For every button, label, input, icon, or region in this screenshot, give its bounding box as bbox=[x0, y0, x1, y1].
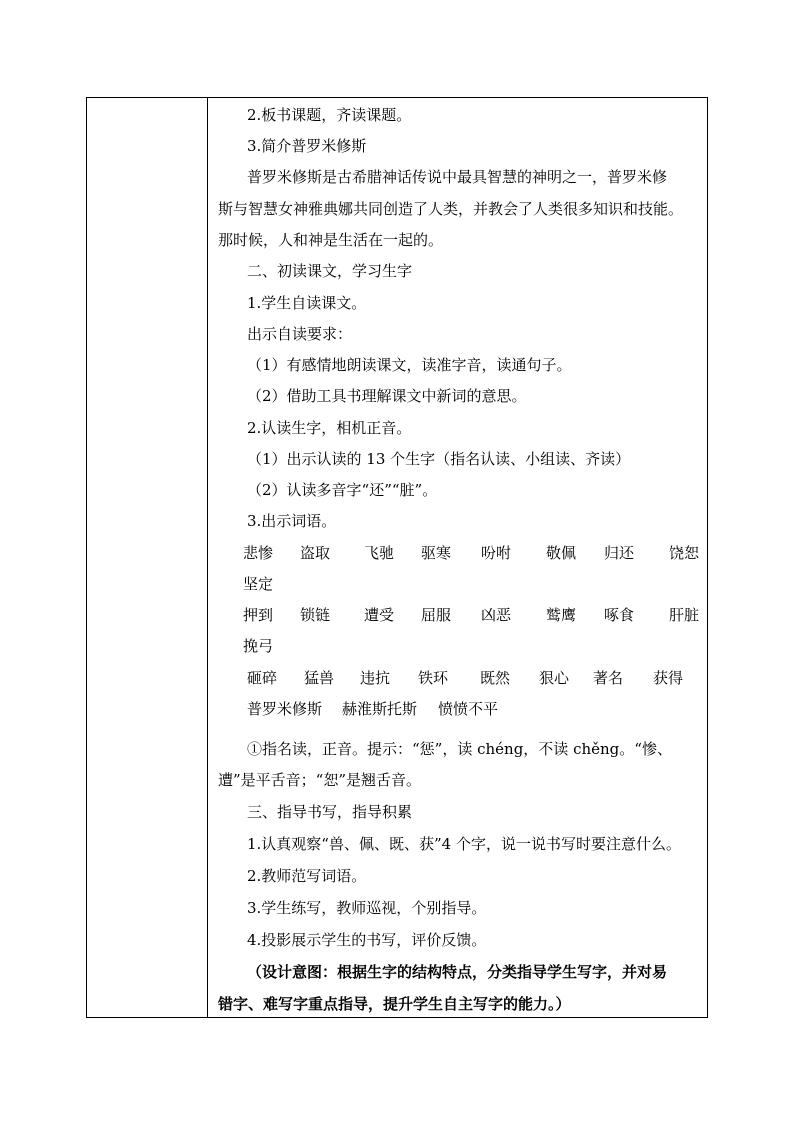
right-column-cell bbox=[208, 98, 707, 1017]
text-line: ①指名读，正音。提示：“惩”，读 chéng，不读 chěng。“惨、 bbox=[247, 740, 672, 758]
word-item: 敬佩 bbox=[546, 544, 577, 562]
word-item: 鹫鹰 bbox=[546, 606, 577, 624]
lesson-table bbox=[86, 97, 708, 1018]
word-item: 驱寒 bbox=[421, 544, 452, 562]
word-item: 违抗 bbox=[360, 669, 391, 687]
text-line: 那时候，人和神是生活在一起的。 bbox=[218, 231, 444, 249]
word-item: 铁环 bbox=[418, 669, 449, 687]
word-item: 啄食 bbox=[604, 606, 635, 624]
text-line: 4.投影展示学生的书写，评价反馈。 bbox=[247, 931, 487, 949]
text-line: （1）有感情地朗读课文，读准字音，读通句子。 bbox=[247, 356, 572, 374]
text-line: （2）认读多音字“还”“脏”。 bbox=[247, 481, 438, 499]
word-item: 赫淮斯托斯 bbox=[342, 700, 418, 718]
word-item: 愤愤不平 bbox=[438, 700, 499, 718]
word-item: 锁链 bbox=[300, 606, 331, 624]
section-heading: 二、初读课文，学习生字 bbox=[247, 262, 413, 280]
section-heading: 三、指导书写，指导积累 bbox=[247, 803, 413, 821]
word-item: 悲惨 bbox=[243, 544, 274, 562]
word-item: 普罗米修斯 bbox=[247, 700, 323, 718]
text-line: 出示自读要求： bbox=[247, 325, 353, 343]
left-column-cell bbox=[87, 98, 208, 1017]
text-line: （1）出示认读的 13 个生字（指名认读、小组读、齐读） bbox=[247, 450, 631, 468]
text-line: 3.学生练写，教师巡视，个别指导。 bbox=[247, 899, 487, 917]
word-item: 盗取 bbox=[300, 544, 331, 562]
text-line: （2）借助工具书理解课文中新词的意思。 bbox=[247, 387, 527, 405]
text-line: 2.板书课题，齐读课题。 bbox=[247, 106, 412, 124]
word-item: 砸碎 bbox=[247, 669, 278, 687]
word-item: 挽弓 bbox=[243, 637, 274, 655]
word-item: 押到 bbox=[243, 606, 274, 624]
text-line: 1.认真观察“兽、佩、既、获”4 个字，说一说书写时要注意什么。 bbox=[247, 835, 681, 853]
word-item: 肝脏 bbox=[669, 606, 700, 624]
text-line: 普罗米修斯是古希腊神话传说中最具智慧的神明之一，普罗米修 bbox=[247, 168, 668, 186]
word-item: 狠心 bbox=[539, 669, 570, 687]
word-item: 既然 bbox=[480, 669, 511, 687]
word-item: 著名 bbox=[593, 669, 624, 687]
word-item: 凶恶 bbox=[481, 606, 512, 624]
text-line: 2.认读生字，相机正音。 bbox=[247, 419, 412, 437]
design-intent-note: 错字、难写字重点指导，提升学生自主写字的能力。） bbox=[218, 995, 571, 1013]
design-intent-note: （设计意图：根据生字的结构特点，分类指导学生写字，并对易 bbox=[247, 963, 668, 981]
word-item: 屈服 bbox=[421, 606, 452, 624]
word-item: 坚定 bbox=[243, 575, 274, 593]
word-item: 飞驰 bbox=[364, 544, 395, 562]
word-item: 获得 bbox=[653, 669, 684, 687]
text-line: 3.出示词语。 bbox=[247, 512, 337, 530]
word-item: 归还 bbox=[604, 544, 635, 562]
text-line: 3.简介普罗米修斯 bbox=[247, 137, 367, 155]
word-item: 猛兽 bbox=[304, 669, 335, 687]
word-item: 遭受 bbox=[364, 606, 395, 624]
text-line: 遭”是平舌音；“恕”是翘舌音。 bbox=[218, 771, 422, 789]
word-item: 吩咐 bbox=[481, 544, 512, 562]
text-line: 2.教师范写词语。 bbox=[247, 867, 367, 885]
text-line: 斯与智慧女神雅典娜共同创造了人类，并教会了人类很多知识和技能。 bbox=[218, 200, 684, 218]
word-item: 饶恕 bbox=[669, 544, 700, 562]
text-line: 1.学生自读课文。 bbox=[247, 294, 367, 312]
